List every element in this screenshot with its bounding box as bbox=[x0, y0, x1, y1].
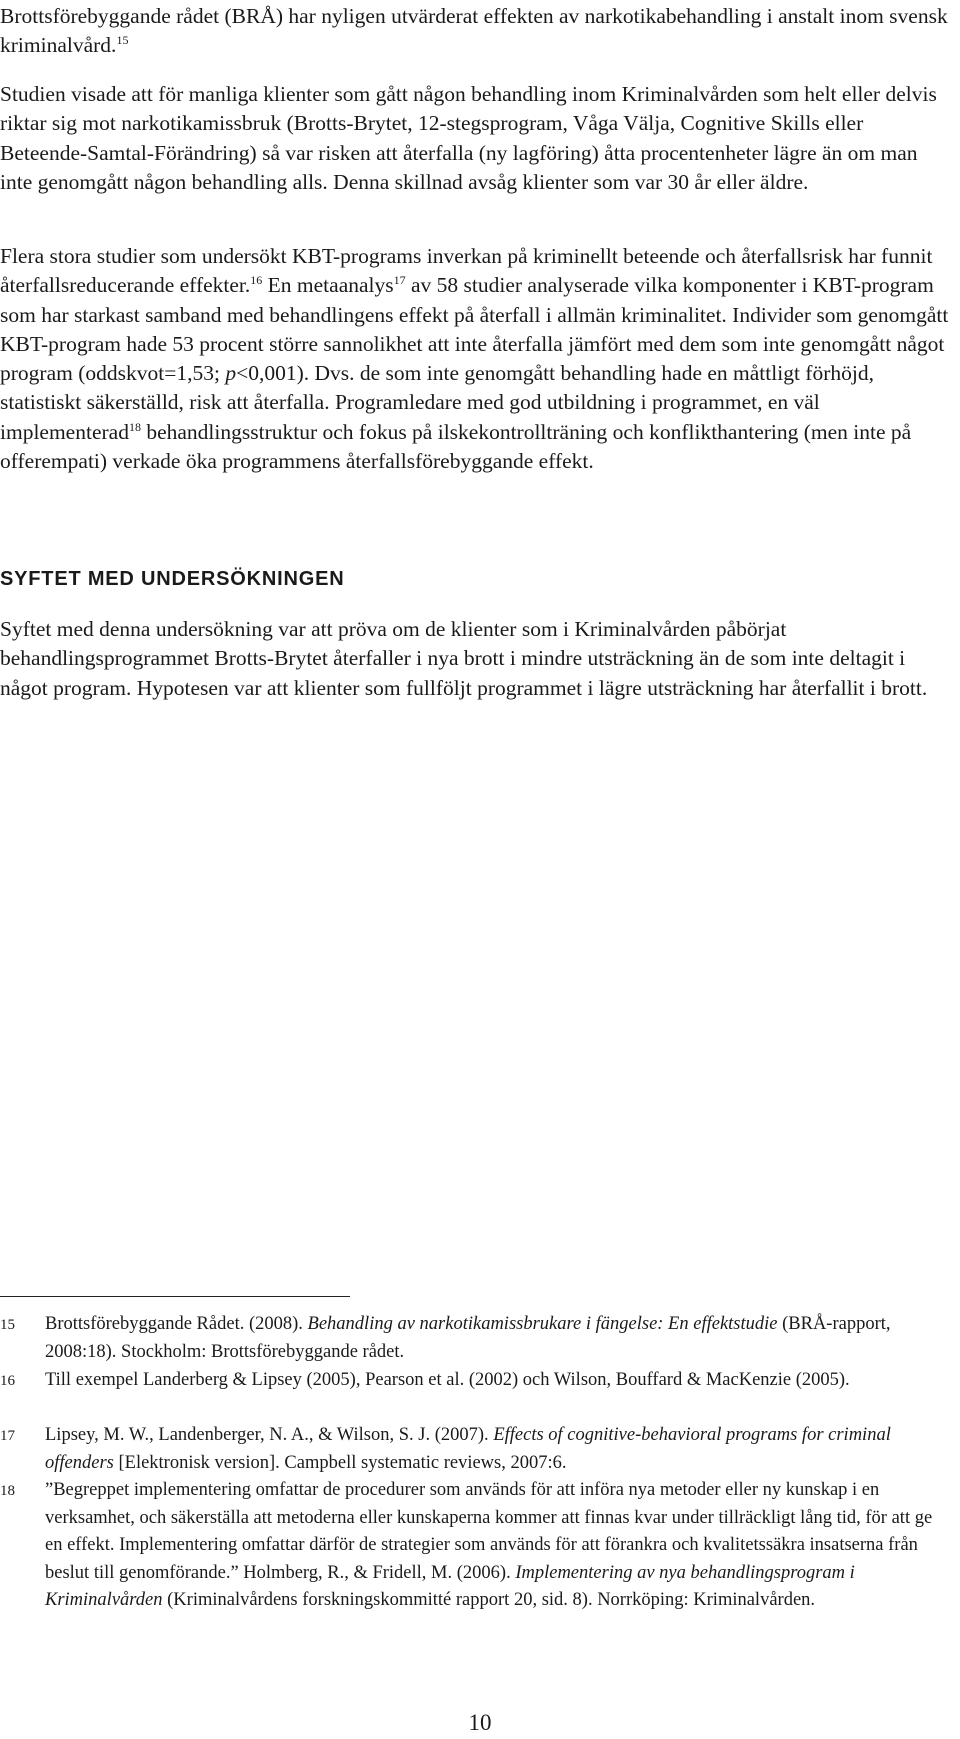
page-number: 10 bbox=[468, 1710, 492, 1735]
footnote-18 bbox=[0, 1477, 952, 1615]
footnote-text: ”Begreppet implementering omfattar de procedurer som används för att införa nya metoder eller ny kunskap i en verksamhet, och säkerställa att metoderna eller kunskaperna kommer att finnas kvar under tillräckligt lång tid, för att ge en effekt. Implementering omfattar därför de strategier som används för att förankra och kvalitetssäkra insatserna från beslut till genomförande.” Holmberg, R., & Fridell, M. (2006). Implementering av nya behandlingsprogram i Kriminalvården (Kriminalvårdens forskningskommitté rapport 20, sid. 8). Norrköping: Kriminalvården. bbox=[45, 1480, 933, 1611]
footnote-16 bbox=[0, 1367, 952, 1395]
kbt-text-part2: En metaanalys bbox=[262, 273, 394, 298]
p-value-symbol: p bbox=[225, 361, 237, 386]
footnote-text: Lipsey, M. W., Landenberger, N. A., & Wilson, S. J. (2007). Effects of cognitive-behavioral programs for criminal offenders [Elektronisk version]. Campbell systematic reviews, 2007:6. bbox=[45, 1425, 891, 1473]
footnote-number: 17 bbox=[0, 1428, 15, 1444]
footnote-ref-16[interactable]: 16 bbox=[250, 273, 263, 288]
footnote-ref-18[interactable]: 18 bbox=[128, 419, 141, 434]
footnote-17 bbox=[0, 1422, 952, 1477]
purpose-paragraph: Syftet med denna undersökning var att pröva om de klienter som i Kriminalvården påbörjat behandlingsprogrammet Brotts-Brytet återfaller i nya brott i mindre utsträckning än de som inte deltagit i något program. Hypotesen var att klienter som fullföljt programmet i lägre utsträckning har återfallit i brott. bbox=[0, 617, 928, 700]
kbt-text-part1: Flera stora studier som undersökt KBT-programs inverkan på kriminellt beteende och återfallsrisk har funnit återfallsreducerande effekter. bbox=[0, 244, 933, 298]
footnote-ref-15[interactable]: 15 bbox=[116, 33, 129, 48]
footnote-text: Brottsförebyggande Rådet. (2008). Behandling av narkotikamissbrukare i fängelse: En effektstudie (BRÅ-rapport, 2008:18). Stockholm: Brottsförebyggande rådet. bbox=[45, 1314, 891, 1362]
footnote-number: 15 bbox=[0, 1317, 15, 1333]
footnote-ref-17[interactable]: 17 bbox=[393, 273, 406, 288]
kbt-research-paragraph bbox=[0, 242, 952, 476]
section-heading: SYFTET MED UNDERSÖKNINGEN bbox=[0, 568, 345, 590]
footnote-number: 18 bbox=[0, 1483, 15, 1499]
footnote-number: 16 bbox=[0, 1373, 15, 1389]
intro-paragraph bbox=[0, 2, 952, 61]
kbt-text-part3: av 58 studier analyserade vilka komponenter i KBT-program som har starkast samband med behandlingens effekt på återfall i allmän kriminalitet. Individer som genomgått KBT-program hade 53 procent större sannolikhet att inte återfalla jämfört med dem som inte genomgått något program (oddskvot=1,53; bbox=[0, 273, 949, 386]
study-results-paragraph: Studien visade att för manliga klienter som gått någon behandling inom Kriminalvården som helt eller delvis riktar sig mot narkotikamissbruk (Brotts-Brytet, 12-stegsprogram, Våga Välja, Cognitive Skills eller Beteende-Samtal-Förändring) så var risken att återfalla (ny lagföring) åtta procentenheter lägre än om man inte genomgått någon behandling alls. Denna skillnad avsåg klienter som var 30 år eller äldre. bbox=[0, 82, 937, 194]
intro-text: Brottsförebyggande rådet (BRÅ) har nyligen utvärderat effekten av narkotikabehandling i anstalt inom svensk kriminalvård. bbox=[0, 4, 948, 58]
kbt-text-part5: behandlingsstruktur och fokus på ilskekontrollträning och konflikthantering (men inte på offerempati) verkade öka programmens återfallsförebyggande effekt. bbox=[0, 419, 912, 474]
footnote-text: Till exempel Landerberg & Lipsey (2005), Pearson et al. (2002) och Wilson, Bouffard & MacKenzie (2005). bbox=[45, 1370, 850, 1390]
kbt-text-part4: <0,001). Dvs. de som inte genomgått behandling hade en måttligt förhöjd, statistiskt säkerställd, risk att återfalla. Programledare med god utbildning i programmet, en väl implementerad bbox=[0, 361, 874, 444]
footnote-15 bbox=[0, 1311, 952, 1366]
footnote-separator bbox=[0, 1296, 350, 1297]
